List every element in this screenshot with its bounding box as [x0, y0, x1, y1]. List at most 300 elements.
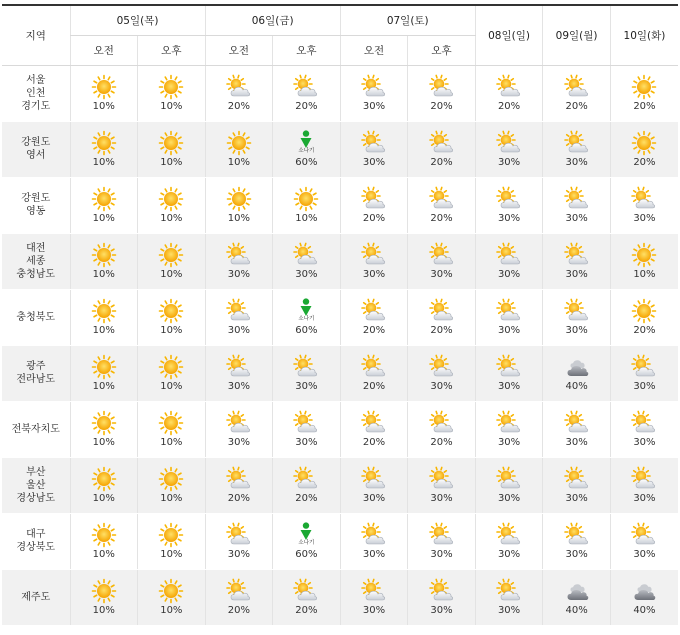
forecast-cell [138, 177, 206, 233]
precipitation-chance: 20% [430, 213, 453, 224]
precipitation-chance: 30% [227, 325, 250, 336]
forecast-cell [475, 177, 543, 233]
partly-cloudy-icon [226, 74, 252, 100]
forecast-cell [610, 345, 678, 401]
precipitation-chance: 20% [633, 101, 656, 112]
precipitation-chance: 30% [430, 549, 453, 560]
table-row [2, 289, 678, 345]
forecast-cell [340, 513, 408, 569]
cloudy-icon [564, 578, 590, 604]
precipitation-chance: 30% [633, 381, 656, 392]
forecast-cell [408, 345, 476, 401]
partly-cloudy-icon [293, 466, 319, 492]
precipitation-chance: 30% [430, 493, 453, 504]
forecast-cell [610, 233, 678, 289]
sunny-icon [158, 298, 184, 324]
precipitation-chance: 20% [362, 325, 386, 336]
precipitation-chance: 20% [633, 325, 656, 336]
forecast-cell [273, 121, 341, 177]
partly-cloudy-icon [564, 522, 590, 548]
forecast-cell [543, 177, 611, 233]
precipitation-chance: 30% [633, 213, 656, 224]
partly-cloudy-icon [226, 410, 252, 436]
precipitation-chance: 20% [227, 493, 250, 504]
partly-cloudy-icon [429, 578, 455, 604]
precipitation-chance: 30% [362, 269, 386, 280]
precipitation-chance: 20% [295, 605, 318, 616]
partly-cloudy-icon [293, 242, 319, 268]
forecast-cell [138, 233, 206, 289]
precipitation-chance: 10% [227, 213, 250, 224]
forecast-cell [408, 65, 476, 121]
forecast-cell [205, 513, 273, 569]
precipitation-chance: 10% [92, 381, 115, 392]
sunny-icon [631, 242, 657, 268]
region-name: 충청북도 [2, 289, 70, 345]
forecast-cell [610, 513, 678, 569]
am-header: 오전 [205, 35, 273, 65]
day-header: 10일(화) [610, 5, 678, 65]
forecast-cell [408, 233, 476, 289]
pm-header: 오후 [138, 35, 206, 65]
partly-cloudy-icon [226, 354, 252, 380]
precipitation-chance: 40% [565, 381, 588, 392]
partly-cloudy-icon [361, 186, 387, 212]
precipitation-chance: 40% [565, 605, 588, 616]
forecast-cell [610, 121, 678, 177]
precipitation-chance: 30% [430, 605, 453, 616]
precipitation-chance: 20% [633, 157, 656, 168]
precipitation-chance: 30% [497, 549, 521, 560]
partly-cloudy-icon [361, 522, 387, 548]
partly-cloudy-icon [631, 186, 657, 212]
forecast-cell [138, 569, 206, 625]
forecast-cell [70, 457, 138, 513]
precipitation-chance: 20% [430, 157, 453, 168]
table-row [2, 177, 678, 233]
sunny-icon [158, 74, 184, 100]
forecast-cell [543, 345, 611, 401]
forecast-cell [610, 177, 678, 233]
forecast-cell [408, 401, 476, 457]
precipitation-chance: 20% [227, 101, 250, 112]
forecast-cell [543, 233, 611, 289]
forecast-cell [205, 121, 273, 177]
partly-cloudy-icon [429, 186, 455, 212]
pm-header: 오후 [273, 35, 341, 65]
forecast-cell [70, 345, 138, 401]
precipitation-chance: 30% [227, 437, 250, 448]
forecast-cell [70, 289, 138, 345]
pm-header: 오후 [408, 35, 476, 65]
precipitation-chance: 30% [295, 269, 318, 280]
day-header: 09일(월) [543, 5, 611, 65]
forecast-cell [408, 177, 476, 233]
partly-cloudy-icon [496, 130, 522, 156]
partly-cloudy-icon [564, 130, 590, 156]
table-row [2, 513, 678, 569]
region-name: 서울 인천 경기도 [2, 65, 70, 121]
precipitation-chance: 30% [430, 381, 453, 392]
forecast-cell [273, 233, 341, 289]
region-header: 지역 [2, 5, 70, 65]
forecast-cell [475, 289, 543, 345]
sunny-icon [293, 186, 319, 212]
precipitation-chance: 60% [295, 157, 318, 168]
sunny-icon [226, 130, 252, 156]
forecast-cell [205, 345, 273, 401]
precipitation-chance: 30% [565, 493, 588, 504]
partly-cloudy-icon [496, 242, 522, 268]
forecast-cell [543, 121, 611, 177]
forecast-cell [70, 233, 138, 289]
forecast-cell [70, 401, 138, 457]
forecast-cell [273, 401, 341, 457]
precipitation-chance: 10% [92, 269, 115, 280]
precipitation-chance: 10% [92, 325, 115, 336]
forecast-cell [475, 513, 543, 569]
sunny-icon [158, 578, 184, 604]
precipitation-chance: 10% [633, 269, 656, 280]
forecast-cell [475, 121, 543, 177]
partly-cloudy-icon [361, 466, 387, 492]
precipitation-chance: 30% [633, 549, 656, 560]
table-row [2, 233, 678, 289]
partly-cloudy-icon [496, 354, 522, 380]
forecast-cell [70, 513, 138, 569]
precipitation-chance: 20% [295, 101, 318, 112]
shower-label: 소나기 [298, 316, 315, 322]
partly-cloudy-icon [429, 410, 455, 436]
forecast-cell [543, 401, 611, 457]
sunny-icon [91, 74, 117, 100]
partly-cloudy-icon [564, 466, 590, 492]
precipitation-chance: 20% [430, 101, 453, 112]
shower-icon [293, 298, 319, 324]
precipitation-chance: 30% [497, 325, 521, 336]
precipitation-chance: 10% [92, 101, 115, 112]
partly-cloudy-icon [226, 522, 252, 548]
shower-icon [293, 522, 319, 548]
forecast-cell [475, 457, 543, 513]
sunny-icon [91, 186, 117, 212]
precipitation-chance: 10% [92, 605, 115, 616]
precipitation-chance: 30% [565, 549, 588, 560]
region-name: 전북자치도 [2, 401, 70, 457]
forecast-cell [138, 513, 206, 569]
precipitation-chance: 30% [497, 213, 521, 224]
forecast-cell [273, 177, 341, 233]
partly-cloudy-icon [564, 298, 590, 324]
forecast-cell [273, 65, 341, 121]
sunny-icon [91, 578, 117, 604]
sunny-icon [91, 410, 117, 436]
table-row [2, 457, 678, 513]
partly-cloudy-icon [361, 242, 387, 268]
precipitation-chance: 10% [92, 493, 115, 504]
forecast-cell [543, 289, 611, 345]
forecast-cell [340, 65, 408, 121]
table-row [2, 401, 678, 457]
precipitation-chance: 30% [565, 325, 588, 336]
precipitation-chance: 10% [160, 493, 183, 504]
precipitation-chance: 10% [227, 157, 250, 168]
precipitation-chance: 60% [295, 325, 318, 336]
partly-cloudy-icon [429, 354, 455, 380]
partly-cloudy-icon [496, 522, 522, 548]
forecast-cell [610, 569, 678, 625]
partly-cloudy-icon [226, 578, 252, 604]
sunny-icon [631, 130, 657, 156]
sunny-icon [631, 298, 657, 324]
forecast-cell [340, 401, 408, 457]
forecast-cell [205, 177, 273, 233]
partly-cloudy-icon [496, 298, 522, 324]
forecast-cell [543, 65, 611, 121]
partly-cloudy-icon [496, 578, 522, 604]
precipitation-chance: 30% [227, 549, 250, 560]
precipitation-chance: 20% [497, 101, 521, 112]
precipitation-chance: 10% [92, 213, 115, 224]
precipitation-chance: 20% [430, 325, 453, 336]
forecast-cell [205, 457, 273, 513]
precipitation-chance: 20% [362, 381, 386, 392]
sunny-icon [158, 130, 184, 156]
precipitation-chance: 10% [92, 549, 115, 560]
precipitation-chance: 30% [633, 437, 656, 448]
forecast-cell [408, 513, 476, 569]
forecast-cell [340, 233, 408, 289]
sunny-icon [158, 186, 184, 212]
precipitation-chance: 30% [430, 269, 453, 280]
forecast-cell [205, 401, 273, 457]
forecast-cell [138, 401, 206, 457]
precipitation-chance: 40% [633, 605, 656, 616]
precipitation-chance: 10% [160, 101, 183, 112]
precipitation-chance: 10% [295, 213, 318, 224]
precipitation-chance: 60% [295, 549, 318, 560]
forecast-cell [205, 233, 273, 289]
region-name: 대구 경상북도 [2, 513, 70, 569]
partly-cloudy-icon [496, 466, 522, 492]
forecast-cell [70, 569, 138, 625]
partly-cloudy-icon [631, 522, 657, 548]
partly-cloudy-icon [631, 410, 657, 436]
precipitation-chance: 30% [362, 605, 386, 616]
precipitation-chance: 30% [227, 269, 250, 280]
forecast-cell [475, 233, 543, 289]
sunny-icon [91, 466, 117, 492]
precipitation-chance: 10% [160, 381, 183, 392]
precipitation-chance: 30% [362, 493, 386, 504]
precipitation-chance: 30% [565, 213, 588, 224]
forecast-cell [408, 121, 476, 177]
precipitation-chance: 10% [92, 437, 115, 448]
precipitation-chance: 30% [565, 157, 588, 168]
region-name: 제주도 [2, 569, 70, 625]
partly-cloudy-icon [429, 242, 455, 268]
forecast-cell [138, 457, 206, 513]
table-row [2, 345, 678, 401]
forecast-cell [340, 569, 408, 625]
partly-cloudy-icon [361, 354, 387, 380]
partly-cloudy-icon [429, 298, 455, 324]
am-header: 오전 [340, 35, 408, 65]
precipitation-chance: 30% [497, 381, 521, 392]
sunny-icon [631, 74, 657, 100]
cloudy-icon [631, 578, 657, 604]
partly-cloudy-icon [361, 130, 387, 156]
table-row [2, 65, 678, 121]
partly-cloudy-icon [496, 410, 522, 436]
forecast-cell [138, 65, 206, 121]
shower-label: 소나기 [298, 540, 315, 546]
partly-cloudy-icon [226, 298, 252, 324]
precipitation-chance: 30% [295, 437, 318, 448]
forecast-cell [475, 401, 543, 457]
partly-cloudy-icon [496, 186, 522, 212]
precipitation-chance: 30% [497, 605, 521, 616]
forecast-cell [543, 569, 611, 625]
forecast-cell [475, 345, 543, 401]
precipitation-chance: 30% [565, 269, 588, 280]
sunny-icon [158, 242, 184, 268]
forecast-cell [610, 457, 678, 513]
forecast-cell [340, 121, 408, 177]
region-name: 강원도 영동 [2, 177, 70, 233]
partly-cloudy-icon [293, 410, 319, 436]
forecast-cell [205, 569, 273, 625]
sunny-icon [91, 298, 117, 324]
day-header: 08일(일) [475, 5, 543, 65]
precipitation-chance: 10% [160, 269, 183, 280]
forecast-cell [273, 289, 341, 345]
cloudy-icon [564, 354, 590, 380]
precipitation-chance: 30% [497, 493, 521, 504]
sunny-icon [91, 242, 117, 268]
precipitation-chance: 20% [362, 213, 386, 224]
precipitation-chance: 30% [565, 437, 588, 448]
forecast-cell [610, 65, 678, 121]
precipitation-chance: 10% [92, 157, 115, 168]
forecast-cell [273, 457, 341, 513]
forecast-cell [408, 569, 476, 625]
forecast-cell [205, 65, 273, 121]
sunny-icon [158, 410, 184, 436]
sunny-icon [158, 354, 184, 380]
partly-cloudy-icon [226, 242, 252, 268]
forecast-cell [610, 401, 678, 457]
forecast-cell [273, 513, 341, 569]
day-header: 05일(목) [70, 5, 205, 35]
precipitation-chance: 30% [497, 157, 521, 168]
precipitation-chance: 30% [497, 269, 521, 280]
partly-cloudy-icon [564, 74, 590, 100]
sunny-icon [158, 466, 184, 492]
partly-cloudy-icon [293, 74, 319, 100]
precipitation-chance: 10% [160, 325, 183, 336]
partly-cloudy-icon [361, 410, 387, 436]
sunny-icon [91, 522, 117, 548]
forecast-cell [70, 121, 138, 177]
partly-cloudy-icon [496, 74, 522, 100]
partly-cloudy-icon [631, 354, 657, 380]
forecast-cell [138, 345, 206, 401]
precipitation-chance: 10% [160, 605, 183, 616]
precipitation-chance: 20% [362, 437, 386, 448]
forecast-cell [273, 569, 341, 625]
partly-cloudy-icon [564, 242, 590, 268]
precipitation-chance: 10% [160, 213, 183, 224]
precipitation-chance: 10% [160, 437, 183, 448]
forecast-cell [138, 289, 206, 345]
precipitation-chance: 30% [362, 101, 386, 112]
forecast-cell [340, 289, 408, 345]
table-row [2, 569, 678, 625]
day-header: 07일(토) [340, 5, 475, 35]
partly-cloudy-icon [226, 466, 252, 492]
forecast-cell [138, 121, 206, 177]
forecast-cell [475, 569, 543, 625]
partly-cloudy-icon [631, 466, 657, 492]
sunny-icon [91, 354, 117, 380]
day-header: 06일(금) [205, 5, 340, 35]
precipitation-chance: 30% [362, 549, 386, 560]
partly-cloudy-icon [564, 186, 590, 212]
precipitation-chance: 30% [227, 381, 250, 392]
precipitation-chance: 20% [295, 493, 318, 504]
precipitation-chance: 10% [160, 549, 183, 560]
forecast-cell [340, 457, 408, 513]
partly-cloudy-icon [429, 74, 455, 100]
forecast-cell [340, 177, 408, 233]
partly-cloudy-icon [293, 354, 319, 380]
partly-cloudy-icon [361, 74, 387, 100]
forecast-cell [340, 345, 408, 401]
table-row [2, 121, 678, 177]
precipitation-chance: 20% [227, 605, 250, 616]
forecast-cell [408, 457, 476, 513]
forecast-cell [273, 345, 341, 401]
forecast-cell [475, 65, 543, 121]
precipitation-chance: 30% [362, 157, 386, 168]
weather-forecast-table [2, 4, 678, 626]
precipitation-chance: 10% [160, 157, 183, 168]
forecast-cell [70, 177, 138, 233]
precipitation-chance: 30% [633, 493, 656, 504]
partly-cloudy-icon [293, 578, 319, 604]
precipitation-chance: 20% [565, 101, 588, 112]
am-header: 오전 [70, 35, 138, 65]
partly-cloudy-icon [429, 130, 455, 156]
partly-cloudy-icon [361, 298, 387, 324]
sunny-icon [91, 130, 117, 156]
shower-icon [293, 130, 319, 156]
partly-cloudy-icon [429, 466, 455, 492]
precipitation-chance: 20% [430, 437, 453, 448]
forecast-cell [408, 289, 476, 345]
partly-cloudy-icon [429, 522, 455, 548]
forecast-cell [205, 289, 273, 345]
precipitation-chance: 30% [497, 437, 521, 448]
partly-cloudy-icon [361, 578, 387, 604]
shower-label: 소나기 [298, 148, 315, 154]
precipitation-chance: 30% [295, 381, 318, 392]
partly-cloudy-icon [564, 410, 590, 436]
forecast-cell [543, 513, 611, 569]
region-name: 대전 세종 충청남도 [2, 233, 70, 289]
region-name: 광주 전라남도 [2, 345, 70, 401]
